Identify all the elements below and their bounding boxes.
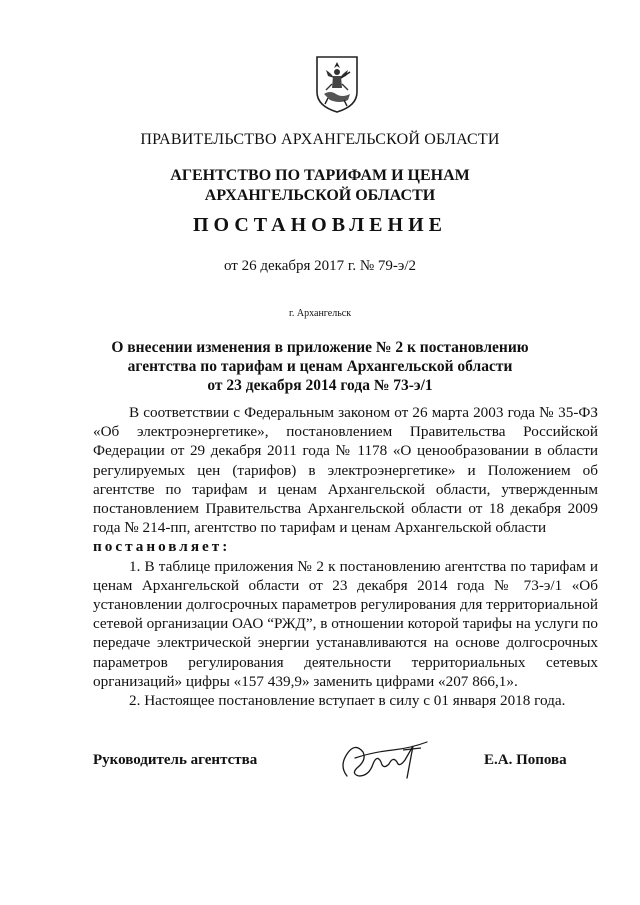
preamble-paragraph: В соответствии с Федеральным законом от 26 марта 2003 года № 35-ФЗ «Об электроэнергетике», постановлением Правительства Российской Федерации от 29 декабря 2011 года № 1178 «О ценообразовании в области регулируемых цен (тарифов) в электроэнергетике» и Положением об агентстве по тарифам и ценам Архангельской области, утвержденным постановлением Правительства Архангельской области от 18 декабря 2009 года № 214-пп, агентство по тарифам и ценам Архангельской области	[93, 404, 598, 537]
agency-title	[0, 166, 640, 206]
agency-title-line: АГЕНТСТВО ПО ТАРИФАМ И ЦЕНАМ	[170, 167, 470, 184]
government-title: ПРАВИТЕЛЬСТВО АРХАНГЕЛЬСКОЙ ОБЛАСТИ	[140, 131, 500, 148]
item-2-paragraph: 2. Настоящее постановление вступает в силу с 01 января 2018 года.	[129, 692, 566, 710]
item-1-paragraph: 1. В таблице приложения № 2 к постановлению агентства по тарифам и ценам Архангельской области от 23 декабря 2014 года № 73-э/1 «Об установлении долгосрочных параметров регулирования для территориальной сетевой организации ОАО “РЖД”, в отношении которой тарифы на услуги по передаче электрической энергии устанавливаются на основе долгосрочных параметров регулирования деятельности территориальных сетевых организаций» цифры «157 439,9» заменить цифрами «207 866,1».	[93, 557, 598, 690]
coat-of-arms-icon	[314, 54, 360, 114]
document-body	[93, 403, 598, 710]
agency-title-line: АРХАНГЕЛЬСКОЙ ОБЛАСТИ	[204, 187, 436, 204]
resolves-word: постановляет:	[93, 538, 231, 556]
handwritten-signature	[333, 726, 433, 790]
subject-line: агентства по тарифам и ценам Архангельской области	[127, 358, 513, 375]
document-subject	[0, 338, 640, 395]
subject-line: О внесении изменения в приложение № 2 к постановлению	[111, 339, 529, 356]
signatory-role: Руководитель агентства	[93, 752, 258, 768]
document-type: ПОСТАНОВЛЕНИЕ	[193, 214, 447, 236]
city: г. Архангельск	[288, 308, 352, 319]
date-and-number: от 26 декабря 2017 г. № 79-э/2	[223, 258, 417, 274]
signatory-name: Е.А. Попова	[484, 752, 567, 768]
subject-line: от 23 декабря 2014 года № 73-э/1	[207, 377, 433, 394]
